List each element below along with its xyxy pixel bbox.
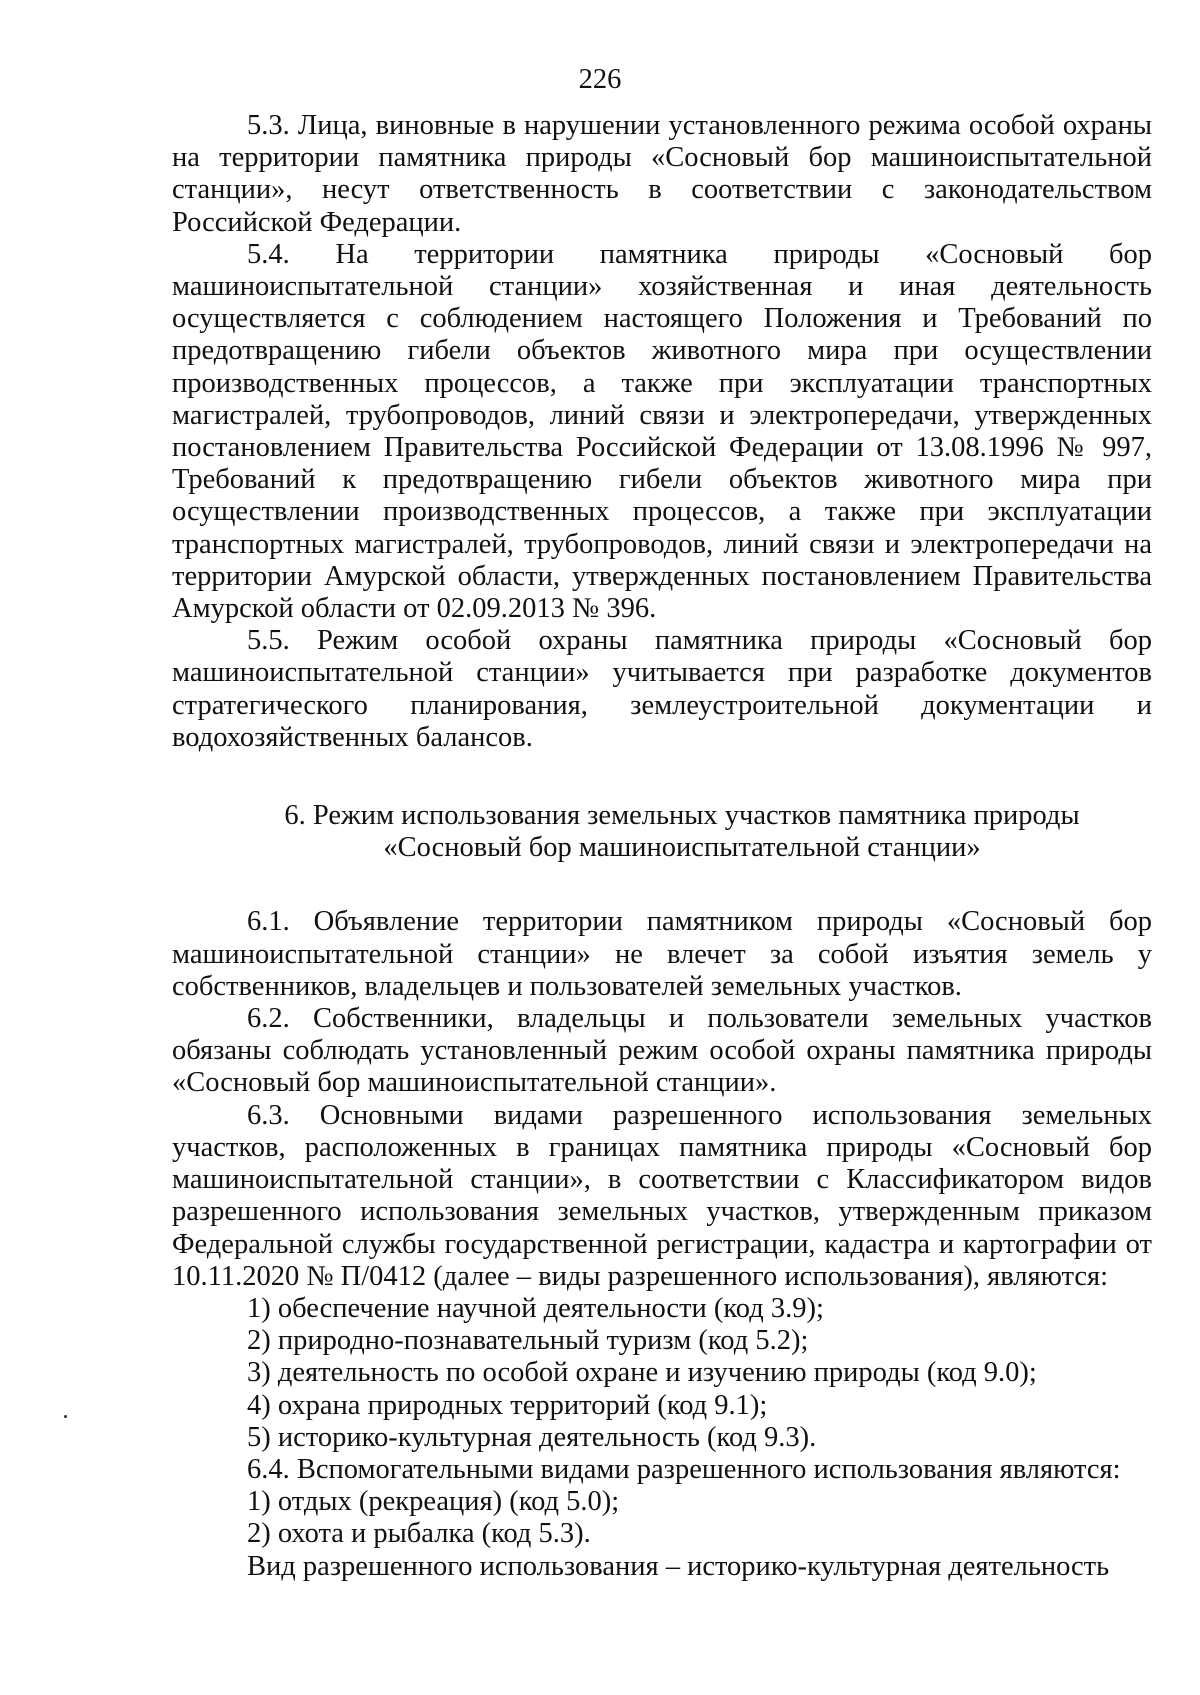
main-use-item: 2) природно-познавательный туризм (код 5.2); xyxy=(247,1325,809,1357)
section-6-heading-line-2: «Сосновый бор машиноиспытательной станции» xyxy=(383,832,981,864)
aux-use-item: 2) охота и рыбалка (код 5.3). xyxy=(247,1518,591,1550)
main-use-item: 3) деятельность по особой охране и изучению природы (код 9.0); xyxy=(247,1357,1037,1389)
paragraph-5-4: 5.4. На территории памятника природы «Сосновый бор машиноиспытательной станции» хозяйственная и иная деятельность осуществляется с соблюдением настоящего Положения и Требований по предотвращению гибели объектов животного мира при осуществлении производственных процессов, а также при эксплуатации транспортных магистралей, трубопроводов, линий связи и электропередачи, утвержденных постановлением Правительства Российской Федерации от 13.08.1996 № 997, Требований к предотвращению гибели объектов животного мира при осуществлении производственных процессов, а также при эксплуатации транспортных магистралей, трубопроводов, линий связи и электропередачи на территории Амурской области, утвержденных постановлением Правительства Амурской области от 02.09.2013 № 396. xyxy=(172,238,1152,625)
paragraph-6-4: 6.4. Вспомогательными видами разрешенного использования являются: xyxy=(247,1453,1121,1485)
document-body xyxy=(172,110,1152,1583)
page-number: 226 xyxy=(578,64,622,95)
paragraph-6-3: 6.3. Основными видами разрешенного использования земельных участков, расположенных в границах памятника природы «Сосновый бор машиноиспытательной станции», в соответствии с Классификатором видов разрешенного использования земельных участков, утвержденным приказом Федеральной службы государственной регистрации, кадастра и картографии от 10.11.2020 № П/0412 (далее – виды разрешенного использования), являются: xyxy=(172,1099,1152,1292)
main-use-item: 5) историко-культурная деятельность (код 9.3). xyxy=(247,1421,817,1453)
paragraph-6-1: 6.1. Объявление территории памятником природы «Сосновый бор машиноиспытательной станции» не влечет за собой изъятия земель у собственников, владельцев и пользователей земельных участков. xyxy=(172,906,1152,1002)
scan-speck xyxy=(64,1415,67,1418)
main-use-item: 1) обеспечение научной деятельности (код 3.9); xyxy=(247,1292,824,1324)
main-use-item: 4) охрана природных территорий (код 9.1); xyxy=(247,1389,768,1421)
section-6-heading xyxy=(172,800,1152,864)
paragraph-6-2: 6.2. Собственники, владельцы и пользователи земельных участков обязаны соблюдать установленный режим особой охраны памятника природы «Сосновый бор машиноиспытательной станции». xyxy=(172,1003,1152,1099)
aux-use-item: 1) отдых (рекреация) (код 5.0); xyxy=(247,1486,620,1518)
paragraph-5-3: 5.3. Лица, виновные в нарушении установленного режима особой охраны на территории памятника природы «Сосновый бор машиноиспытательной станции», несут ответственность в соответствии с законодательством Российской Федерации. xyxy=(172,110,1152,238)
section-6-heading-line-1: 6. Режим использования земельных участков памятника природы xyxy=(284,800,1080,832)
last-line-text: Вид разрешенного использования – историко-культурная деятельность xyxy=(247,1550,1110,1582)
paragraph-5-5: 5.5. Режим особой охраны памятника природы «Сосновый бор машиноиспытательной станции» учитывается при разработке документов стратегического планирования, землеустроительной документации и водохозяйственных балансов. xyxy=(172,625,1152,753)
